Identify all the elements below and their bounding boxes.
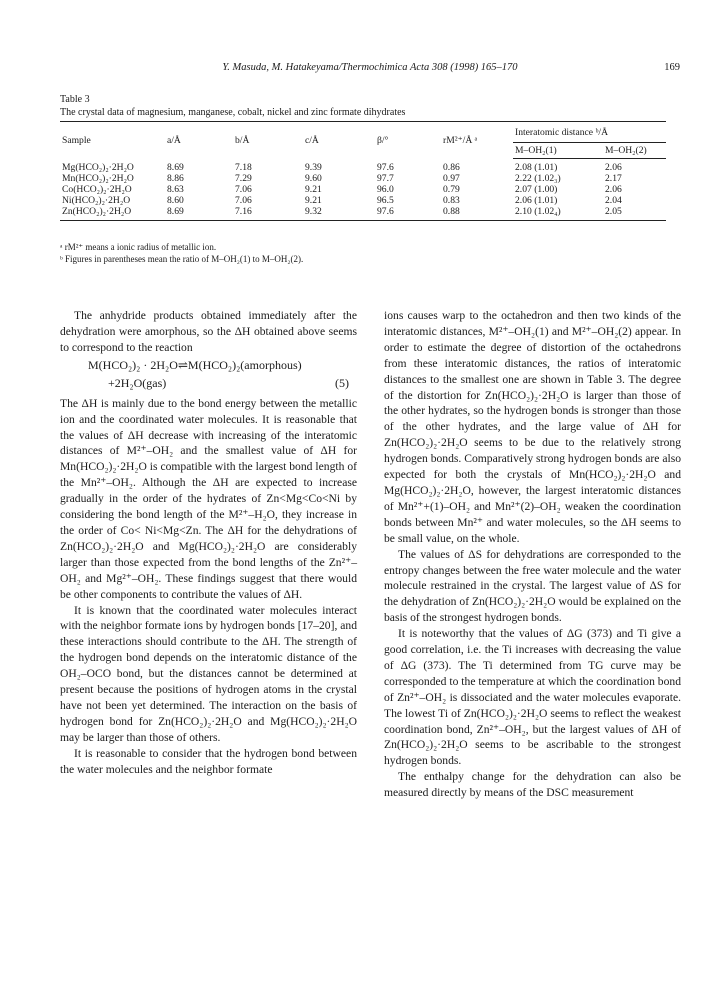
table-caption [60, 93, 680, 119]
right-column [384, 308, 681, 801]
table-header-row [60, 122, 666, 143]
table-label: Table 3 [60, 94, 90, 105]
left-column [60, 308, 357, 777]
header-beta: β/° [375, 122, 441, 159]
cell: 2.22 (1.02₃) [515, 173, 561, 184]
cell: Ni(HCO₂)₂·2H₂O [62, 195, 131, 206]
cell: 2.07 (1.00) [515, 184, 558, 195]
header-interatomic-distance: Interatomic distance ᵇ/Å [513, 122, 666, 143]
paragraph: The values of ΔS for dehydrations are corresponded to the entropy changes between the free water molecule and the water molecule restrained in the crystal. The largest value of ΔS for the dehydration of Zn(HCO₂)₂·2H₂O would be explained on the basis of the strongest hydrogen bonds. [384, 547, 681, 625]
paragraph: The anhydride products obtained immediately after the dehydration were amorphous, so the ΔH obtained above seems to correspond to the reaction [60, 309, 357, 354]
cell: 7.18 [235, 161, 252, 173]
header-radius: rM²⁺/Å ᵃ [441, 122, 513, 159]
table-row [60, 206, 666, 221]
equation-5 [60, 356, 357, 396]
cell: Co(HCO₂)₂·2H₂O [62, 184, 132, 195]
header-a: a/Å [165, 122, 233, 159]
paragraph: It is known that the coordinated water molecules interact with the neighbor formate ions by hydrogen bonds [17–20], and these interactions should contribute to the ΔH. The strength of the hydrogen bond depends on the interatomic distance of the OH₂–OCO bond, but the distances cannot be determined at present because the positions of hydrogen atoms in the crystal have not been yet determined. The interaction on the basis of hydrogen bond for Zn(HCO₂)₂·2H₂O and Mg(HCO₂)₂·2H₂O may be larger than those of others. [60, 603, 357, 744]
cell: 8.63 [167, 184, 184, 195]
cell: 9.32 [303, 206, 375, 221]
subheader-m-oh2-2: M–OH₂(2) [603, 143, 666, 159]
cell: 2.08 (1.01) [515, 162, 558, 173]
table-row [60, 173, 666, 184]
cell: 0.88 [441, 206, 513, 221]
subheader-m-oh2-1: M–OH₂(1) [513, 143, 603, 159]
cell: 2.17 [605, 173, 622, 184]
cell: 96.0 [377, 184, 394, 195]
table-caption-text: The crystal data of magnesium, manganese, cobalt, nickel and zinc formate dihydrates [60, 107, 406, 118]
cell: 96.5 [377, 195, 394, 206]
footnote-a: ᵃ rM²⁺ means a ionic radius of metallic ion. [60, 242, 217, 252]
cell: 0.79 [443, 184, 460, 195]
cell: 7.16 [233, 206, 303, 221]
cell: 7.06 [235, 195, 252, 206]
paragraph: It is reasonable to consider that the hydrogen bond between the water molecules and the neighbor formate [60, 746, 357, 776]
cell: 8.86 [167, 173, 184, 184]
cell: 0.83 [443, 195, 460, 206]
cell: 2.06 [605, 184, 622, 195]
cell: Mg(HCO₂)₂·2H₂O [62, 161, 134, 173]
footnote-b: ᵇ Figures in parentheses mean the ratio of M–OH₂(1) to M–OH₂(2). [60, 254, 304, 264]
cell: 2.06 [605, 162, 622, 173]
page-number: 169 [664, 62, 680, 73]
cell: 8.60 [167, 195, 184, 206]
equation-line: M(HCO₂)₂ · 2H₂O⇌M(HCO₂)₂(amorphous) [88, 357, 302, 372]
table-row [60, 159, 666, 174]
header-sample: Sample [60, 122, 165, 159]
cell: 0.97 [443, 173, 460, 184]
table-row [60, 184, 666, 195]
cell: 9.21 [305, 195, 322, 206]
cell: 2.05 [603, 206, 666, 221]
cell: 97.6 [377, 161, 394, 173]
header-b: b/Å [233, 122, 303, 159]
cell: 9.39 [305, 161, 322, 173]
cell: 8.69 [167, 161, 184, 173]
cell: 97.6 [375, 206, 441, 221]
cell: 2.06 (1.01) [515, 195, 558, 206]
cell: 7.29 [235, 173, 252, 184]
table-row [60, 195, 666, 206]
equation-number: (5) [335, 375, 349, 390]
cell: 7.06 [235, 184, 252, 195]
paragraph: ions causes warp to the octahedron and then two kinds of the interatomic distances, M²⁺–OH₂(1) and M²⁺–OH₂(2) appear. In order to estimate the degree of distortion of the octahedrons from these interatomic distances, the ratios of interatomic distances to the smallest one are shown in Table 3. The degree of the distortion for Zn(HCO₂)₂·2H₂O is larger than those of the other hydrates, so the hydrogen bonds is stronger than those of the other hydrates, and the large value of ΔH for Zn(HCO₂)₂·2H₂O seems to be due to the relatively strong hydrogen bonds. Comparatively strong hydrogen bonds are also expected for both the crystals of Mn(HCO₂)₂·2H₂O and Mg(HCO₂)₂·2H₂O, however, the largest interatomic distances of Mn²⁺+(1)–OH₂ and Mn²⁺(2)–OH₂ weaken the coordination bonds between Mn²⁺ and water molecules, so the ΔH seems to be small value, on the whole. [384, 309, 681, 545]
equation-line: +2H₂O(gas) [108, 375, 167, 390]
cell: 9.21 [305, 184, 322, 195]
cell: 8.69 [165, 206, 233, 221]
cell: 97.7 [377, 173, 394, 184]
cell: 0.86 [443, 161, 460, 173]
paragraph: It is noteworthy that the values of ΔG (373) and Ti give a good correlation, i.e. the Ti increases with decreasing the value of ΔG (373). The Ti determined from TG curve may be corresponded to the temperature at which the coordination bond of Zn²⁺–OH₂ is dissociated and the water molecules evaporate. The lowest Ti of Zn(HCO₂)₂·2H₂O seems to reflect the weakest coordination bond, Zn²⁺–OH₂, but the largest values of ΔH of Zn(HCO₂)₂·2H₂O seems to be ascribable to the strongest hydrogen bonds. [384, 627, 681, 768]
running-title: Y. Masuda, M. Hatakeyama/Thermochimica Acta 308 (1998) 165–170 [222, 62, 518, 73]
cell: 2.04 [605, 195, 622, 206]
cell: 2.10 (1.02₄) [513, 206, 603, 221]
cell: Mn(HCO₂)₂·2H₂O [62, 173, 134, 184]
cell: Zn(HCO₂)₂·2H₂O [60, 206, 165, 221]
table-footnotes [60, 241, 680, 265]
paragraph: The enthalpy change for the dehydration can also be measured directly by means of the DSC measurement [384, 770, 681, 800]
crystal-data-table [60, 121, 666, 221]
paragraph: The ΔH is mainly due to the bond energy between the metallic ion and the coordinated water molecules. It is reasonable that the values of ΔH decrease with increasing of the interatomic distances of M²⁺–OH₂ and the smallest value of ΔH for Mn(HCO₂)₂·2H₂O is compatible with the largest bond length of the Mn²⁺–OH₂. Although the ΔH are expected to increase gradually in the order of the hydrates of Zn<Mg<Co<Ni by considering the bond length of the M²⁺–H₂O, they increase in the order of Co< Ni<Mg<Zn. The ΔH for the dehydrations of Zn(HCO₂)₂·2H₂O and Mg(HCO₂)₂·2H₂O are considerably larger than those expected from the bond lengths of the Zn²⁺–OH₂ and Mg²⁺–OH₂. These findings suggest that there would be other components to contribute the values of ΔH. [60, 396, 357, 601]
cell: 9.60 [305, 173, 322, 184]
header-c: c/Å [303, 122, 375, 159]
